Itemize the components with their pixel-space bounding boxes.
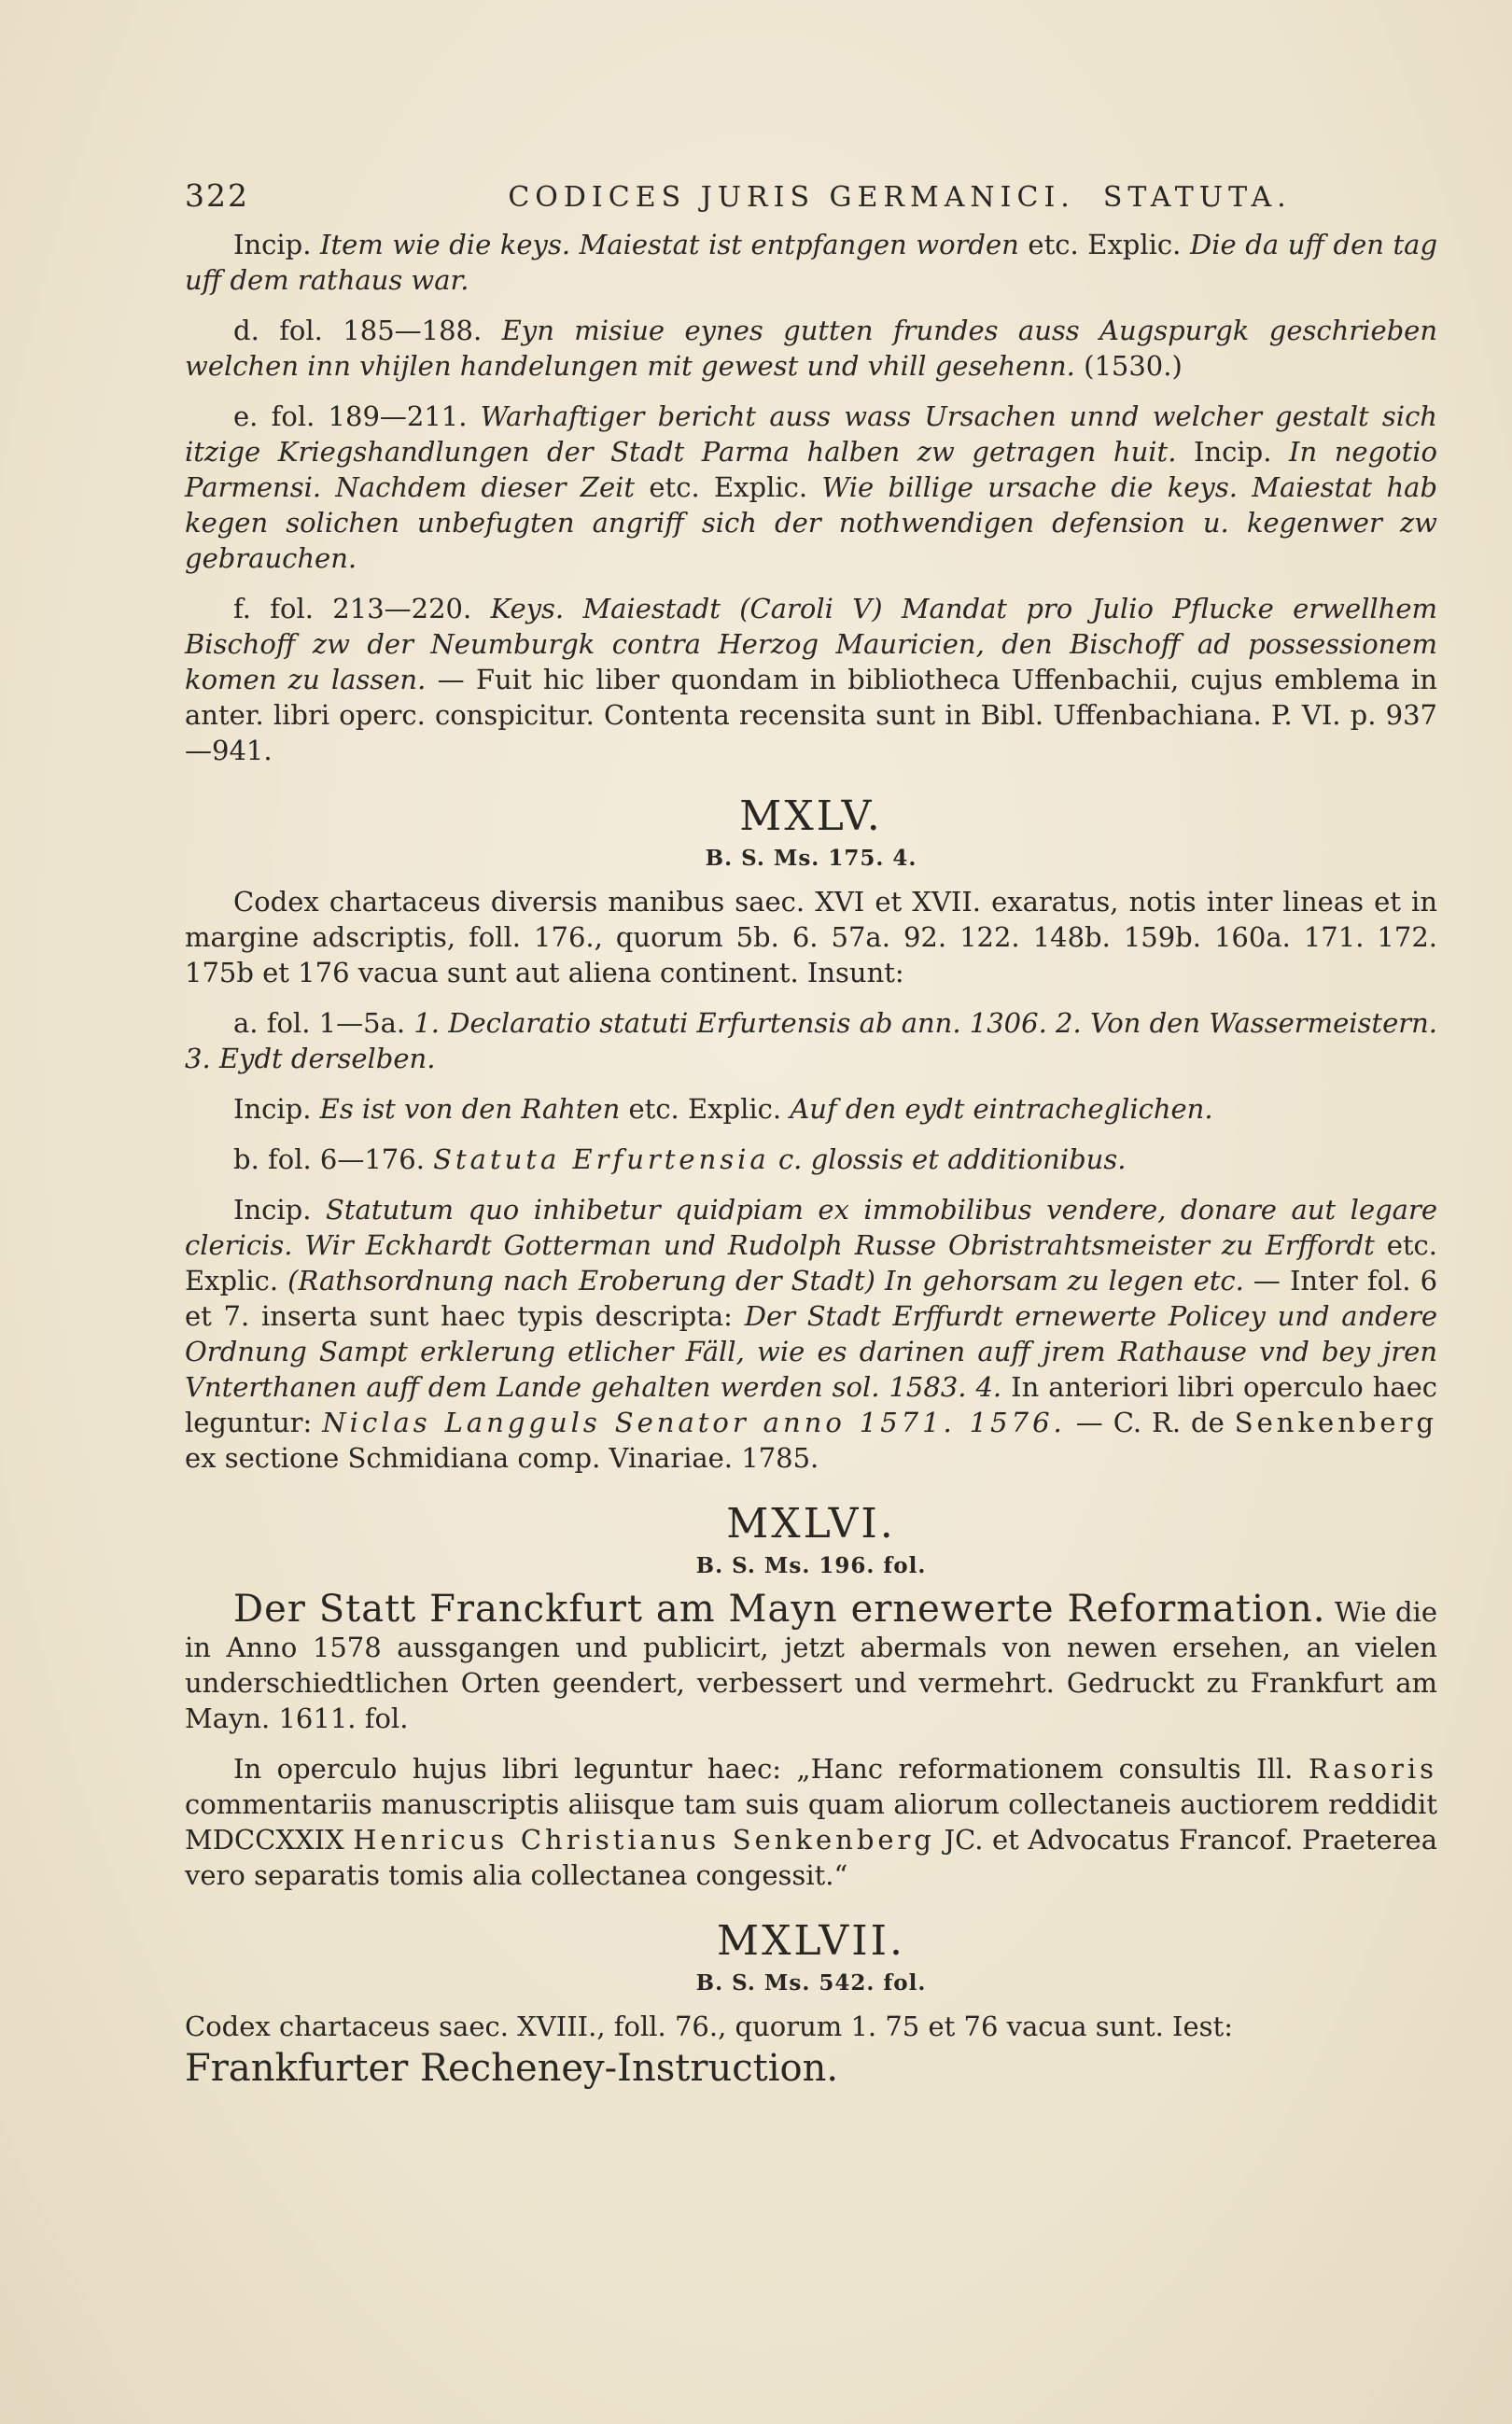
item-f-text: Keys. Maiestadt (Caroli V) Mandat pro Julio Pflucke erwellhem Bischoff zw der Neumburgk contra Herzog Mauricien, den Bischoff ad possessionem komen zu lassen.: [185, 593, 1437, 695]
incip-label: Incip.: [233, 229, 312, 260]
mxlv-item-a-text: 1. Declaratio statuti Erfurtensis ab ann. 1306. 2. Von den Wassermeistern. 3. Eydt derselben.: [185, 1007, 1437, 1074]
mxlv-item-b-operc: In anteriori libri operculo haec leguntur:: [185, 1371, 1438, 1438]
mxlv-item-b-incip-etc: etc.: [1386, 1229, 1437, 1261]
section-title-mxlvi: MXLVI.: [726, 1500, 896, 1548]
mxlv-item-b-note: — Inter fol. 6 et 7. inserta sunt haec typis descripta:: [185, 1265, 1438, 1332]
mxlvi-note-name: Henricus Christianus Senkenberg: [353, 1824, 935, 1856]
mxlv-item-b-title: Statuta Erfurtensia: [433, 1143, 770, 1175]
mxlv-item-b-incip-text: Statutum quo inhibetur quidpiam ex immobilibus vendere, donare aut legare clericis. Wir Eckhardt Gotterman und Rudolph Russe Obristrahtsmeister zu Erffordt: [185, 1194, 1437, 1261]
mxlv-item-a-incip-text: Es ist von den Rahten: [319, 1093, 621, 1125]
mxlv-item-b-printed: Der Stadt Erffurdt ernewerte Policey und andere Ordnung Sampt erklerung etlicher Fäll, wie es darinen auff jrem Rathause vnd bey jren Vnterthanen auff dem Lande gehalten werden sol. 1583. 4.: [185, 1300, 1438, 1403]
running-header: [185, 177, 1437, 214]
mxlv-item-b: [185, 1142, 1437, 1177]
section-title-mxlv: MXLV.: [739, 792, 883, 840]
mxlvi-note-mid: commentariis manuscriptis aliisque tam suis quam aliorum collectaneis auctiorem reddidit MDCCXXIX: [185, 1788, 1437, 1856]
shelfmark-mxlvii: B. S. Ms. 542. fol.: [695, 1970, 927, 1996]
mxlv-item-b-ref: b. fol. 6—176.: [233, 1143, 425, 1175]
mxlv-item-b-text: c. glossis et additionibus.: [777, 1143, 1127, 1175]
running-title-right: STATUTA.: [1102, 181, 1292, 214]
item-e-incip-label: Incip.: [1194, 436, 1272, 468]
incip-etc: etc. Explic.: [1028, 229, 1182, 260]
mxlvi-big-title: Der Statt Franckfurt am Mayn ernewerte Reformation.: [233, 1588, 1326, 1631]
item-f-paragraph: [185, 591, 1437, 768]
page-number: 322: [185, 177, 249, 214]
mxlvii-description: [185, 2009, 1437, 2093]
mxlv-item-b-explic-text: (Rathsordnung nach Eroberung der Stadt) In gehorsam zu legen etc.: [287, 1265, 1244, 1296]
mxlv-item-a-incip: [185, 1091, 1437, 1127]
mxlv-item-a-incip-label: Incip.: [233, 1093, 312, 1125]
intro-paragraph: [185, 227, 1437, 298]
item-f-ref: f. fol. 213—220.: [233, 593, 472, 624]
item-f-note: — Fuit hic liber quondam in bibliotheca Uffenbachii, cujus emblema in anter. libri operc. conspicitur. Contenta recensita sunt in Bibl. Uffenbachiana. P. VI. p. 937—941.: [185, 664, 1437, 766]
explic-text: Die da uff den tag uff dem rathaus war.: [185, 229, 1438, 296]
mxlv-item-b-senkenberg: Senkenberg: [1234, 1407, 1438, 1438]
mxlvi-text: Wie die in Anno 1578 aussgangen und publicirt, jetzt abermals von newen ersehen, an vielen underschiedtlichen Orten geendert, verbessert und vermehrt. Gedruckt zu Frankfurt am Mayn. 1611. fol.: [185, 1596, 1437, 1734]
mxlvi-note-rasoris: Rasoris: [1308, 1753, 1438, 1785]
item-d-ref: d. fol. 185—188.: [233, 315, 483, 346]
running-title: [362, 181, 1437, 214]
mxlv-description: Codex chartaceus diversis manibus saec. XVI et XVII. exaratus, notis inter lineas et in margine adscriptis, foll. 176., quorum 5b. 6. 57a. 92. 122. 148b. 159b. 160a. 171. 172. 175b et 176 vacua sunt aut aliena continent. Insunt:: [185, 886, 1437, 988]
item-d-text: Eyn misiue eynes gutten frundes auss Augspurgk geschrieben welchen inn vhijlen handelungen mit gewest und vhill gesehenn.: [185, 315, 1438, 382]
section-title-mxlvii: MXLVII.: [717, 1917, 905, 1965]
mxlv-item-a-explic-text: Auf den eydt eintracheglichen.: [790, 1093, 1213, 1125]
item-e-ref: e. fol. 189—211.: [233, 400, 468, 432]
mxlv-item-b-explic-label: Explic.: [185, 1265, 279, 1296]
item-d-year: (1530.): [1084, 350, 1183, 382]
mxlv-item-a-ref: a. fol. 1—5a.: [233, 1007, 406, 1039]
mxlv-item-b-incip-label: Incip.: [233, 1194, 312, 1226]
mxlvi-note-start: In operculo hujus libri leguntur haec: „Hanc reformationem consultis Ill.: [233, 1753, 1294, 1785]
item-e-text: Warhaftiger bericht auss wass Ursachen unnd welcher gestalt sich itzige Kriegshandlungen der Stadt Parma halben zw getragen huit.: [185, 400, 1437, 468]
mxlvi-note-end: JC. et Advocatus Francof. Praeterea vero separatis tomis alia collectanea congessit.“: [185, 1824, 1438, 1891]
mxlv-item-b-operc-end: — C. R. de: [1075, 1407, 1225, 1438]
mxlv-item-a-incip-etc: etc. Explic.: [628, 1093, 782, 1125]
mxlvii-big-line: Frankfurter Recheney-Instruction.: [185, 2047, 839, 2090]
mxlvi-note: [185, 1751, 1437, 1893]
mxlvii-text: Codex chartaceus saec. XVIII., foll. 76., quorum 1. 75 et 76 vacua sunt. Iest:: [185, 2011, 1233, 2042]
item-e-incip-text: In negotio Parmensi. Nachdem dieser Zeit: [185, 436, 1437, 503]
item-e-paragraph: [185, 399, 1437, 576]
mxlvi-description: [185, 1588, 1437, 1736]
running-title-left: CODICES JURIS GERMANICI.: [508, 181, 1075, 214]
shelfmark-mxlv: B. S. Ms. 175. 4.: [705, 846, 917, 871]
item-e-incip-etc: etc. Explic.: [649, 471, 808, 503]
item-e-explic-text: Wie billige ursache die keys. Maiestat hab kegen solichen unbefugten angriff sich der nothwendigen defension u. kegenwer zw gebrauchen.: [185, 471, 1438, 574]
item-d-paragraph: [185, 313, 1437, 384]
mxlv-item-b-tail: ex sectione Schmidiana comp. Vinariae. 1785.: [185, 1442, 819, 1474]
mxlv-item-b-incip: [185, 1192, 1437, 1476]
incip-text: Item wie die keys. Maiestat ist entpfangen worden: [320, 229, 1019, 260]
mxlv-item-b-operc-quote: Niclas Langguls Senator anno 1571. 1576.: [322, 1407, 1066, 1438]
shelfmark-mxlvi: B. S. Ms. 196. fol.: [695, 1553, 927, 1578]
mxlv-item-a: [185, 1005, 1437, 1076]
